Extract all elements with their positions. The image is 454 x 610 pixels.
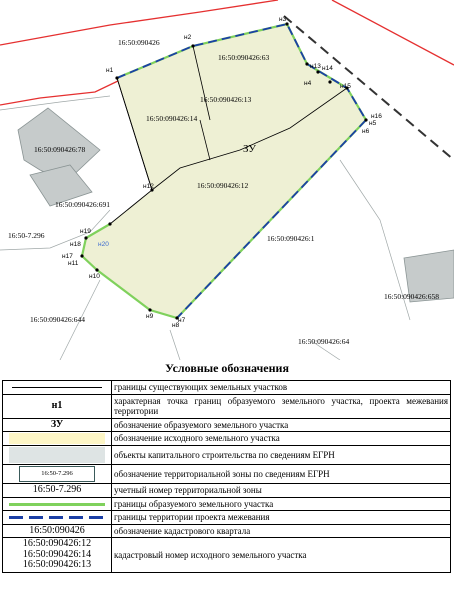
legend-text: границы существующих земельных участков: [112, 381, 451, 395]
legend-text: кадастровый номер исходного земельного участка: [112, 538, 451, 573]
point-n18: н18: [70, 241, 81, 248]
point-n20: н20: [98, 241, 109, 248]
point-n10: н10: [89, 273, 100, 280]
legend-symbol: [3, 465, 112, 484]
legend-symbol: 16:50:090426: [3, 524, 112, 538]
parcel-label-78: 16:50:090426:78: [34, 145, 86, 154]
point-n11: н11: [68, 260, 79, 267]
parcel-label-644: 16:50:090426:644: [30, 315, 86, 324]
legend-text: обозначение территориальной зоны по сведениям ЕГРН: [112, 465, 451, 484]
legend-text: обозначение исходного земельного участка: [112, 432, 451, 446]
legend-text: объекты капитального строительства по сведениям ЕГРН: [112, 446, 451, 465]
legend-row: [3, 538, 451, 573]
legend-row: [3, 432, 451, 446]
point-n19: н19: [80, 228, 91, 235]
legend-symbol: [3, 446, 112, 465]
legend-symbol: [3, 511, 112, 525]
parcel-label-13: 16:50:090426:13: [200, 95, 252, 104]
parcel-label-12: 16:50:090426:12: [197, 181, 249, 190]
legend-text: учетный номер территориальной зоны: [112, 484, 451, 498]
legend-symbol: [3, 381, 112, 395]
legend-symbol: [3, 432, 112, 446]
point-n8: н8: [172, 322, 180, 329]
legend-text: обозначение кадастрового квартала: [112, 524, 451, 538]
point-n15: н15: [340, 83, 351, 90]
legend-row: [3, 497, 451, 511]
legend-row: [3, 524, 451, 538]
cad-number: 16:50:090426:14: [22, 548, 92, 560]
point-n7: н7: [178, 317, 186, 324]
legend-text: границы территории проекта межевания: [112, 511, 451, 525]
point-n6: н6: [362, 128, 370, 135]
point-n3: н3: [279, 16, 287, 23]
cad-number: 16:50:090426:13: [22, 559, 92, 570]
parcel-label-691: 16:50:090426:691: [55, 200, 111, 209]
point-n4: н4: [304, 80, 312, 87]
zu-label: ЗУ: [243, 143, 257, 155]
point-n16: н16: [371, 113, 382, 120]
black-line-symbol: [12, 387, 102, 388]
legend-row: [3, 484, 451, 498]
zone-box-symbol: 16:50-7.296: [19, 466, 95, 482]
legend-text: границы образуемого земельного участка: [112, 497, 451, 511]
parcel-label-64: 16:50:090426:64: [298, 337, 350, 346]
legend-row: [3, 394, 451, 418]
legend-row: [3, 511, 451, 525]
red-boundary-right: [332, 0, 454, 65]
legend-row: [3, 418, 451, 432]
parcel-label-1: 16:50:090426:1: [267, 234, 315, 243]
parcel-label-63: 16:50:090426:63: [218, 53, 270, 62]
legend-symbol: [3, 497, 112, 511]
point-n9: н9: [146, 313, 154, 320]
legend-symbol: ЗУ: [3, 418, 112, 432]
quarter-label: 16:50:090426: [118, 38, 160, 47]
legend-text: обозначение образуемого земельного участка: [112, 418, 451, 432]
point-n17: н17: [62, 253, 73, 260]
green-line-symbol: [9, 503, 105, 506]
point-n1: н1: [106, 67, 114, 74]
legend-row: [3, 465, 451, 484]
point-n5: н5: [369, 120, 377, 127]
cad-number: 16:50:090426:12: [22, 538, 92, 549]
legend-symbol: н1: [3, 394, 112, 418]
legend-symbol: [3, 538, 112, 573]
point-n12: н12: [143, 183, 154, 190]
blue-dash-symbol: [9, 516, 105, 519]
zone-label: 16:50-7.296: [8, 231, 45, 240]
parcel-label-14: 16:50:090426:14: [146, 114, 198, 123]
gray-fill-symbol: [9, 447, 105, 463]
red-boundary-left: [0, 80, 120, 105]
point-n13: н13: [310, 63, 321, 70]
yellow-fill-symbol: [9, 433, 105, 444]
legend-row: [3, 446, 451, 465]
point-n14: н14: [322, 65, 333, 72]
legend-title: Условные обозначения: [165, 361, 289, 375]
legend-table: [2, 380, 451, 573]
legend-text: характерная точка границ образуемого земельного участка, проекта межевания территории: [112, 394, 451, 418]
legend-symbol: 16:50-7.296: [3, 484, 112, 498]
parcel-label-658: 16:50:090426:658: [384, 292, 440, 301]
legend-row: [3, 381, 451, 395]
point-n2: н2: [184, 34, 192, 41]
